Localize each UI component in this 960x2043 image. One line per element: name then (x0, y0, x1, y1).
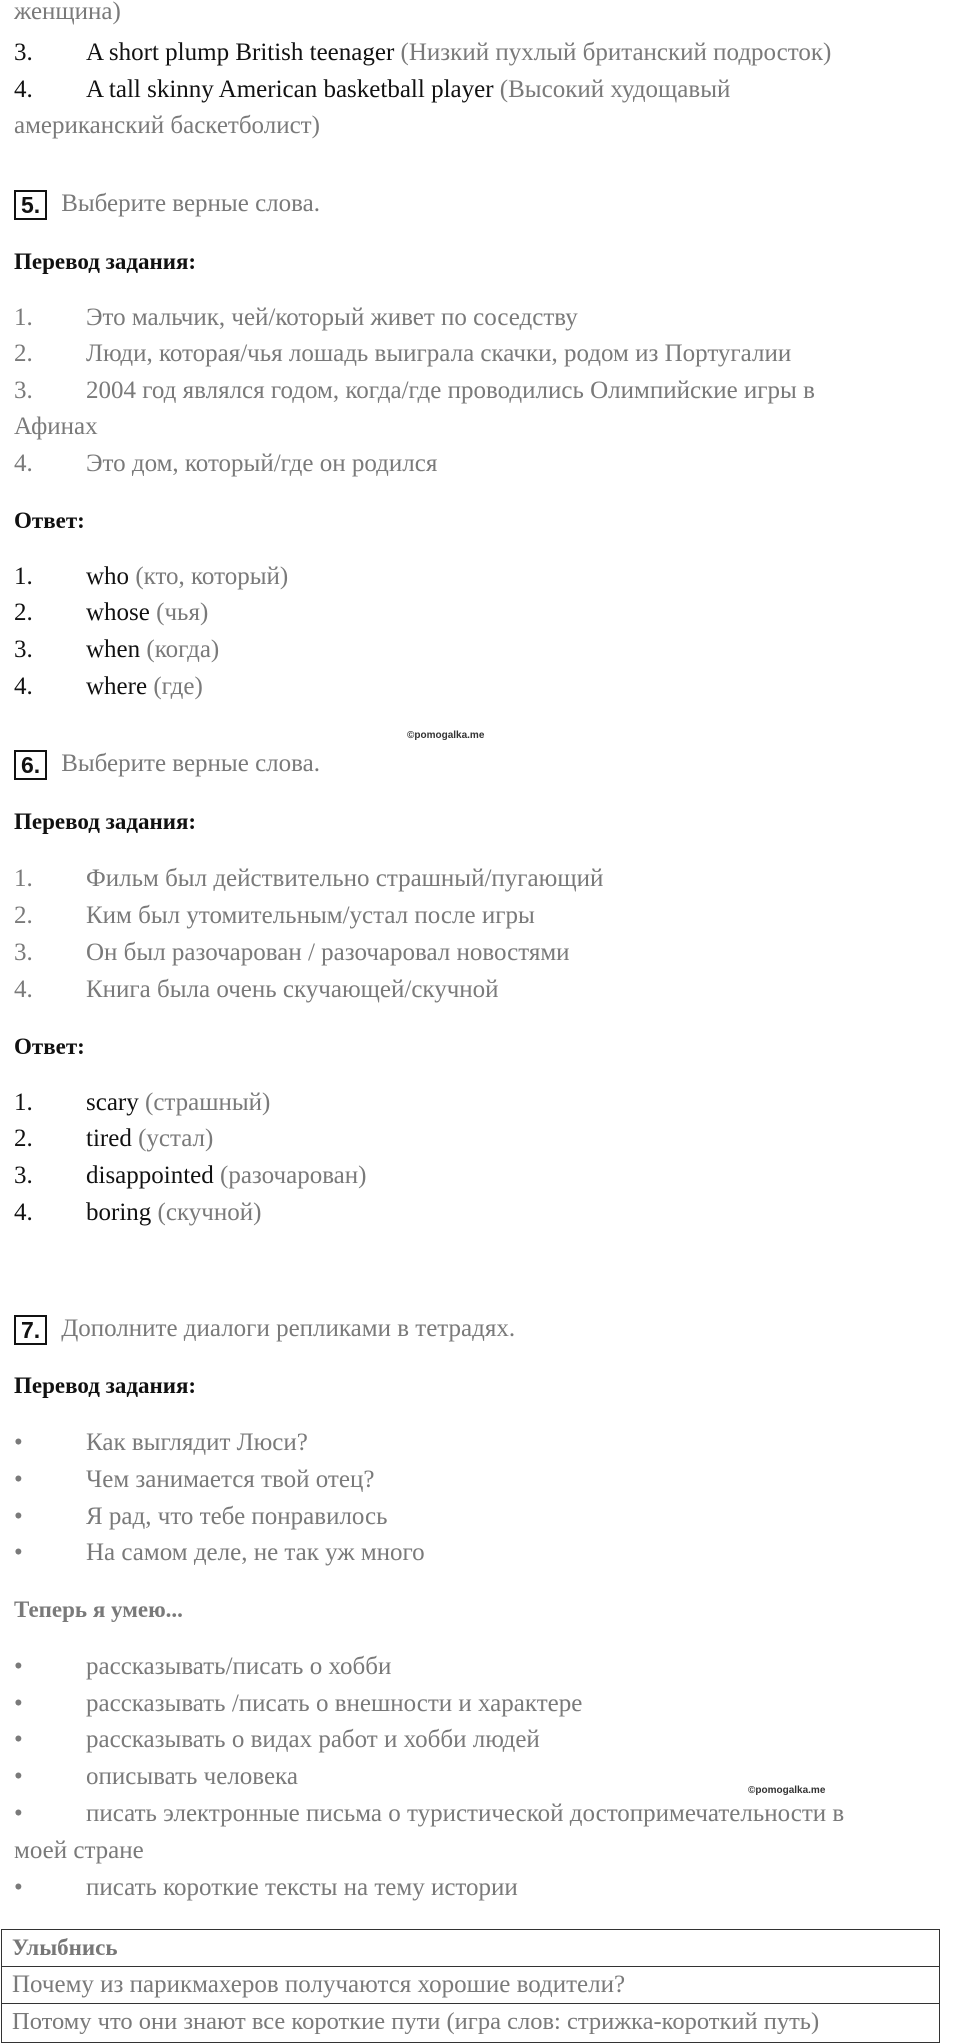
answer-item: 4. boring (скучной) (14, 1199, 262, 1226)
list-item: 2. Ким был утомительным/устал после игры (14, 902, 535, 929)
task-instruction: Выберите верные слова. (61, 190, 320, 217)
task-number-badge: 6. (14, 750, 47, 780)
bullet-marker: • (14, 1726, 23, 1753)
bullet-marker: • (14, 1690, 23, 1717)
task-instruction: Дополните диалоги репликами в тетрадях. (61, 1315, 516, 1342)
list-item-continuation: Афинах (14, 413, 98, 440)
list-item: 2. Люди, которая/чья лошадь выиграла скачки, родом из Португалии (14, 340, 792, 367)
bullet-item: • рассказывать о видах работ и хобби людей (14, 1722, 540, 1758)
answer-item: 4. where (где) (14, 673, 203, 700)
answer-heading: Ответ: (14, 1034, 85, 1059)
bullet-item: • Как выглядит Люси? (14, 1425, 308, 1461)
bullet-marker: • (14, 1800, 23, 1827)
list-item: 4. Это дом, который/где он родился (14, 450, 438, 477)
bullet-item: • Я рад, что тебе понравилось (14, 1499, 388, 1535)
answer-item: 3. when (когда) (14, 636, 220, 663)
list-item: 3. 2004 год являлся годом, когда/где проводились Олимпийские игры в (14, 377, 815, 404)
smile-question: Почему из парикмахеров получаются хорошие водители? (12, 1971, 626, 1998)
task-5-header (14, 186, 320, 222)
translation-heading: Перевод задания: (14, 249, 197, 274)
smile-answer: Потому что они знают все короткие пути (игра слов: стрижка-короткий путь) (12, 2008, 820, 2035)
smile-answer-row (2, 2004, 939, 2041)
now-i-can-heading: Теперь я умею... (14, 1597, 183, 1622)
bullet-marker: • (14, 1653, 23, 1680)
answer-heading: Ответ: (14, 508, 85, 533)
list-item: 4. A tall skinny American basketball player (Высокий худощавый (14, 76, 731, 103)
list-item: 3. Он был разочарован / разочаровал новостями (14, 939, 570, 966)
bullet-item: • рассказывать/писать о хобби (14, 1649, 391, 1685)
translation-heading: Перевод задания: (14, 809, 197, 834)
task-number-badge: 5. (14, 190, 47, 220)
bullet-marker: • (14, 1874, 23, 1901)
prev-item-tail: женщина) (14, 0, 121, 25)
smile-question-row (2, 1967, 939, 2004)
bullet-marker: • (14, 1763, 23, 1790)
list-item: 1. Это мальчик, чей/который живет по соседству (14, 304, 578, 331)
translation-heading: Перевод задания: (14, 1373, 197, 1398)
task-number-badge: 7. (14, 1315, 47, 1345)
smile-box (1, 1929, 940, 2043)
answer-item: 3. disappointed (разочарован) (14, 1162, 367, 1189)
bullet-marker: • (14, 1466, 23, 1493)
list-item: 1. Фильм был действительно страшный/пугающий (14, 865, 604, 892)
task-6-header (14, 746, 320, 782)
watermark: ©pomogalka.me (407, 730, 485, 741)
smile-title-row (2, 1930, 939, 1967)
bullet-marker: • (14, 1503, 23, 1530)
bullet-item: • писать короткие тексты на тему истории (14, 1870, 518, 1906)
list-item: 3. A short plump British teenager (Низкий пухлый британский подросток) (14, 39, 832, 66)
answer-item: 1. scary (страшный) (14, 1089, 271, 1116)
smile-title: Улыбнись (12, 1935, 118, 1960)
bullet-item: • писать электронные письма о туристической достопримечательности в (14, 1796, 844, 1832)
bullet-item-continuation: моей стране (14, 1837, 144, 1864)
answer-item: 2. tired (устал) (14, 1125, 214, 1152)
bullet-marker: • (14, 1539, 23, 1566)
bullet-item: • Чем занимается твой отец? (14, 1462, 374, 1498)
bullet-item: • На самом деле, не так уж много (14, 1535, 425, 1571)
task-7-header (14, 1311, 515, 1347)
answer-item: 1. who (кто, который) (14, 563, 289, 590)
task-instruction: Выберите верные слова. (61, 750, 320, 777)
bullet-item: • описывать человека (14, 1759, 298, 1795)
list-item: 4. Книга была очень скучающей/скучной (14, 976, 499, 1003)
bullet-marker: • (14, 1429, 23, 1456)
answer-item: 2. whose (чья) (14, 599, 209, 626)
watermark: ©pomogalka.me (748, 1785, 826, 1796)
list-item-continuation: американский баскетболист) (14, 112, 320, 139)
bullet-item: • рассказывать /писать о внешности и характере (14, 1686, 582, 1722)
